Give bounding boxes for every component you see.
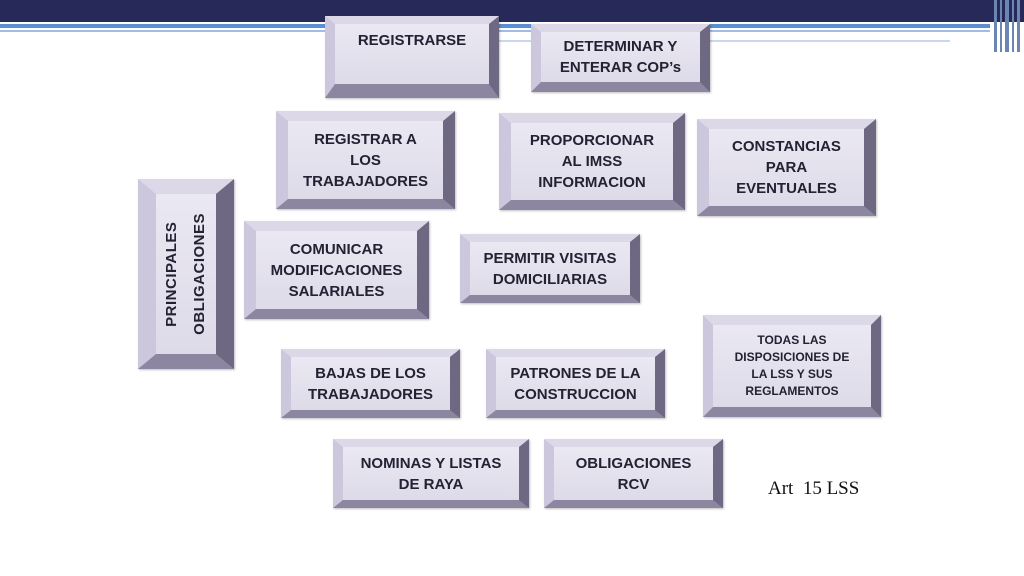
constancias-box (697, 119, 876, 216)
obligaciones-rcv-label: OBLIGACIONES RCV (575, 454, 692, 493)
law-reference: Art 15 LSS (768, 478, 860, 499)
bajas-box (281, 349, 460, 418)
constancias-label: CONSTANCIAS PARA EVENTUALES (732, 138, 841, 197)
patrones-box (486, 349, 665, 418)
proporcionar-box (499, 113, 685, 210)
comunicar-box (244, 221, 429, 319)
determinar-label: DETERMINAR Y ENTERAR COP’s (559, 38, 682, 76)
nominas-box (333, 439, 529, 508)
header-bar (0, 0, 1024, 22)
comunicar-label: COMUNICAR MODIFICACIONES SALARIALES (270, 240, 403, 300)
registrarse-label: REGISTRARSE (357, 32, 467, 49)
registrarse-box (325, 16, 499, 98)
nominas-label: NOMINAS Y LISTAS DE RAYA (360, 454, 502, 493)
permitir-box (460, 234, 640, 303)
bajas-label: BAJAS DE LOS TRABAJADORES (307, 364, 433, 403)
registrar-trabajadores-label: REGISTRAR A LOS TRABAJADORES (302, 130, 428, 190)
patrones-label: PATRONES DE LA CONSTRUCCION (510, 364, 641, 403)
header-stripes (994, 0, 1020, 52)
principales-obligaciones-label: PRINCIPALES OBLIGACIONES (163, 213, 208, 335)
principales-obligaciones-box (138, 179, 234, 369)
registrar-trabajadores-box (276, 111, 455, 209)
todas-disposiciones-box (703, 315, 881, 417)
todas-disposiciones-label: TODAS LAS DISPOSICIONES DE LA LSS Y SUS REGLAMENTOS (734, 333, 850, 398)
obligaciones-rcv-box (544, 439, 723, 508)
permitir-label: PERMITIR VISITAS DOMICILIARIAS (483, 249, 617, 288)
proporcionar-label: PROPORCIONAR AL IMSS INFORMACION (529, 132, 655, 191)
determinar-box (531, 24, 710, 92)
